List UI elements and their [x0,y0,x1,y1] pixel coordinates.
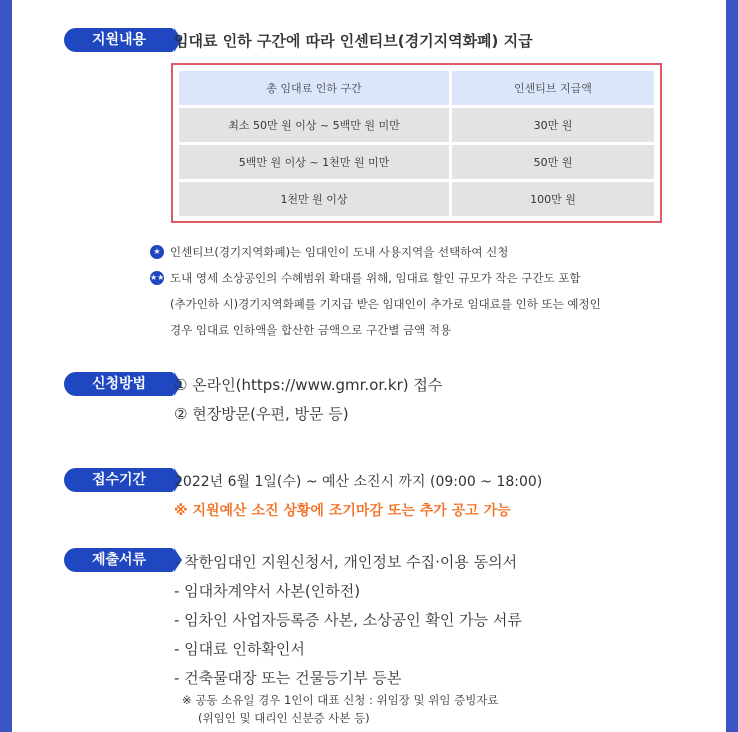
table-cell: 5백만 원 이상 ~ 1천만 원 미만 [179,145,449,179]
notice-sheet [12,0,726,732]
support-label: 지원내용 [64,28,174,52]
table-row [179,145,654,179]
note-2-continued: 경우 임대료 인하액을 합산한 금액으로 구간별 금액 적용 [170,323,452,337]
apply-online: ① 온라인(https://www.gmr.or.kr) 접수 [174,376,443,394]
table-header-row [179,71,654,105]
period-label: 접수기간 [64,468,174,492]
note-text: 도내 영세 소상공인의 수혜범위 확대를 위해, 임대료 할인 규모가 작은 구간도 포함 [170,271,581,285]
doc-item: - 건축물대장 또는 건물등기부 등본 [174,669,402,687]
period-warning: ※ 지원예산 소진 상황에 조기마감 또는 추가 공고 가능 [174,503,511,519]
note-2-continued: (추가인하 시)경기지역화폐를 기지급 받은 임대인이 추가로 임대료를 인하 또는 예정인 [170,297,601,311]
doc-item: - 임차인 사업자등록증 사본, 소상공인 확인 가능 서류 [174,611,522,629]
table-cell: 1천만 원 이상 [179,182,449,216]
support-headline: 임대료 인하 구간에 따라 인센티브(경기지역화폐) 지급 [174,32,533,50]
table-row [179,182,654,216]
double-star-icon: ★★ [150,271,164,285]
table-header: 인센티브 지급액 [452,71,654,105]
apply-label: 신청방법 [64,372,174,396]
period-date: 2022년 6월 1일(수) ~ 예산 소진시 까지 (09:00 ~ 18:00) [174,474,543,490]
docs-label: 제출서류 [64,548,174,572]
table-cell: 최소 50만 원 이상 ~ 5백만 원 미만 [179,108,449,142]
star-icon: ★ [150,245,164,259]
table-row [179,108,654,142]
table-cell: 50만 원 [452,145,654,179]
note-1 [150,244,508,260]
doc-item: - 임대료 인하확인서 [174,640,305,658]
table-header: 총 임대료 인하 구간 [179,71,449,105]
incentive-table [171,63,662,223]
apply-visit: ② 현장방문(우편, 방문 등) [174,405,349,423]
note-text: 인센티브(경기지역화폐)는 임대인이 도내 사용지역을 선택하여 신청 [170,245,509,259]
doc-item: - 임대차계약서 사본(인하전) [174,582,361,600]
note-2 [150,270,580,286]
doc-item: - 착한임대인 지원신청서, 개인정보 수집·이용 동의서 [174,553,518,571]
table-cell: 30만 원 [452,108,654,142]
doc-footnote: ※ 공동 소유일 경우 1인이 대표 신청 : 위임장 및 위임 증빙자료 [182,693,499,707]
doc-footnote: (위임인 및 대리인 신분증 사본 등) [198,711,370,725]
table-cell: 100만 원 [452,182,654,216]
